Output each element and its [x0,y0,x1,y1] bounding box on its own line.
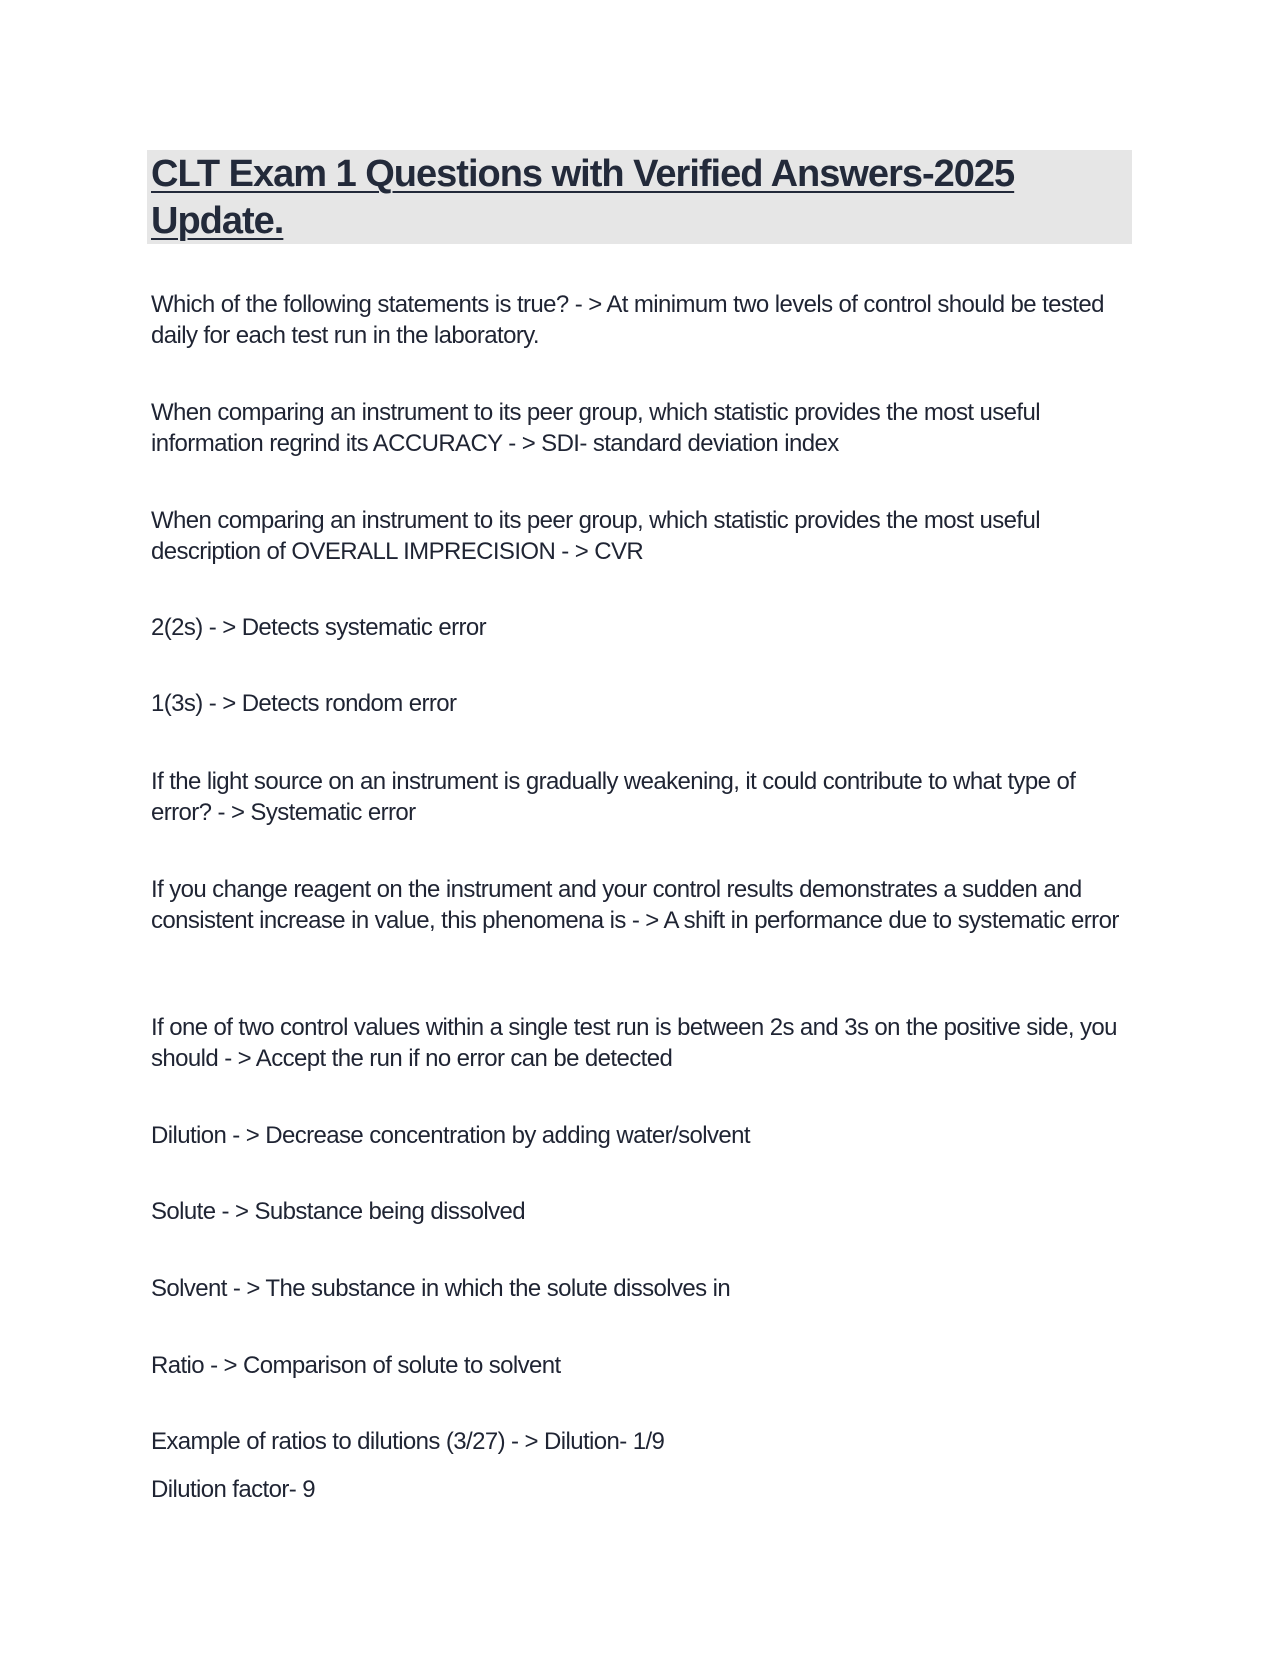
qa-item: Dilution - > Decrease concentration by adding water/solvent [151,1122,750,1149]
qa-item: When comparing an instrument to its peer group, which statistic provides the most useful description of OVERALL IMPRECISION - > CVR [151,507,1040,565]
document-title: CLT Exam 1 Questions with Verified Answers-2025 Update. [151,153,1015,242]
qa-item: Dilution factor- 9 [151,1476,315,1503]
qa-item: Ratio - > Comparison of solute to solvent [151,1352,561,1379]
title-banner [147,150,1132,244]
qa-item: When comparing an instrument to its peer group, which statistic provides the most useful information regrind its ACCURACY - > SDI- standard deviation index [151,399,1040,457]
qa-item: Solute - > Substance being dissolved [151,1198,525,1225]
qa-item: If the light source on an instrument is gradually weakening, it could contribute to what type of error? - > Systematic error [151,768,1076,826]
qa-item: If one of two control values within a single test run is between 2s and 3s on the positive side, you should - > Accept the run if no error can be detected [151,1014,1117,1072]
qa-item: 2(2s) - > Detects systematic error [151,614,487,641]
qa-item: 1(3s) - > Detects rondom error [151,690,457,717]
qa-item: Which of the following statements is true? - > At minimum two levels of control should be tested daily for each test run in the laboratory. [151,291,1104,349]
qa-item: Example of ratios to dilutions (3/27) - > Dilution- 1/9 [151,1428,665,1455]
qa-item: Solvent - > The substance in which the solute dissolves in [151,1275,731,1302]
qa-item: If you change reagent on the instrument and your control results demonstrates a sudden and consistent increase in value, this phenomena is - > A shift in performance due to systematic error [151,876,1119,934]
